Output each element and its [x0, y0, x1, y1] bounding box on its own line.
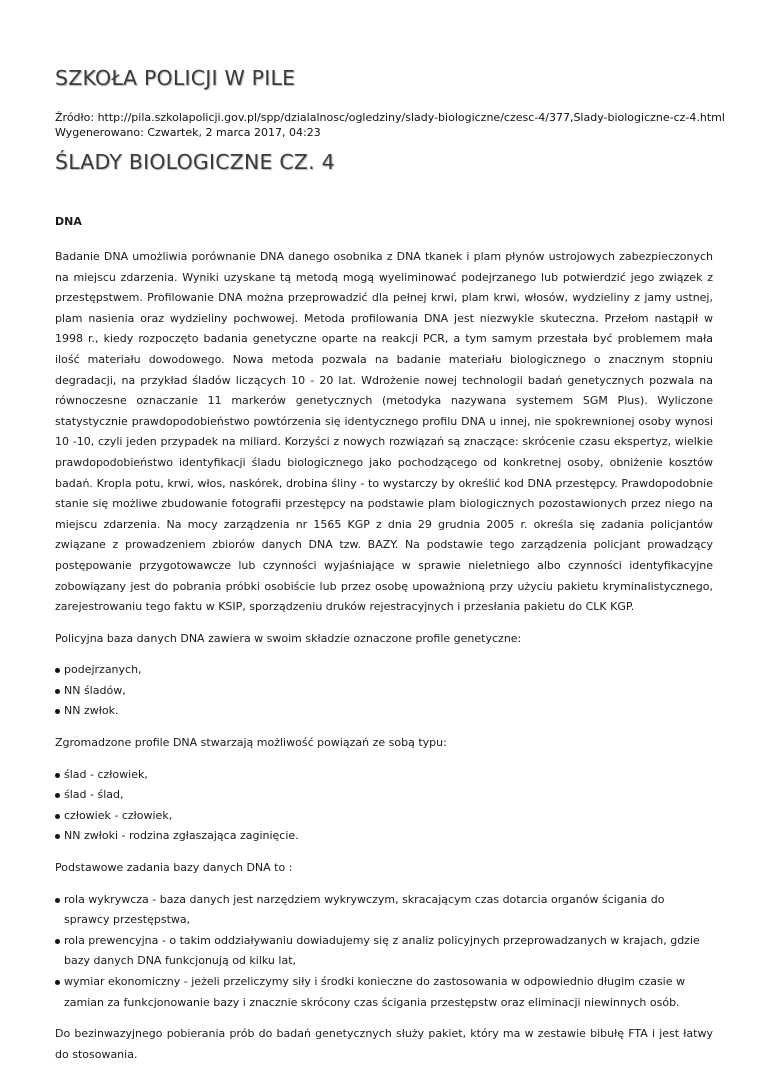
- profiles-list: [55, 660, 713, 722]
- bullet-icon: [55, 689, 60, 694]
- list-item: [55, 660, 713, 681]
- list-item-text: ślad - człowiek,: [64, 767, 148, 781]
- bullet-icon: [55, 709, 60, 714]
- generated-line: Wygenerowano: Czwartek, 2 marca 2017, 04:23: [55, 126, 321, 139]
- article-title: ŚLADY BIOLOGICZNE CZ. 4: [55, 150, 335, 174]
- intro-paragraph: Badanie DNA umożliwia porównanie DNA danego osobnika z DNA tkanek i plam płynów ustrojowych zabezpieczonych na miejscu zdarzenia. Wyniki uzyskane tą metodą mogą wyeliminować podejrzanego lub potwierdzić jego związek z przestępstwem. Profilowanie DNA można przeprowadzić dla pełnej krwi, plam krwi, włosów, wydzieliny z jamy ustnej, plam nasienia oraz wydzieliny pochwowej. Metoda profilowania DNA jest niezwykle skuteczna. Przełom nastąpił w 1998 r., kiedy rozpoczęto badania genetyczne oparte na reakcji PCR, a tym samym przestała być problemem mała ilość materiału dowodowego. Nowa metoda pozwala na badanie materiału biologicznego o znacznym stopniu degradacji, na przykład śladów liczących 10 - 20 lat. Wdrożenie nowej technologii badań genetycznych pozwala na równoczesne oznaczanie 11 markerów genetycznych (metodyka nazywana systemem SGM Plus). Wyliczone statystycznie prawdopodobieństwo powtórzenia się identycznego profilu DNA u innej, nie spokrewnionej osoby wynosi 10 -10, czyli jeden przypadek na miliard. Korzyści z nowych rozwiązań są znaczące: skrócenie czasu ekspertyz, wielkie prawdopodobieństwo identyfikacji śladu biologicznego jako pochodzącego od konkretnej osoby, obniżenie kosztów badań. Kropla potu, krwi, włos, naskórek, drobina śliny - to wystarczy by określić kod DNA przestępcy. Prawdopodobnie stanie się możliwe zbudowanie fotografii przestępcy na podstawie plam biologicznych pozostawionych przez niego na miejscu zdarzenia. Na mocy zarządzenia nr 1565 KGP z dnia 29 grudnia 2005 r. określa się zadania policjantów związane z prowadzeniem zbiorów danych DNA tzw. BAZY. Na podstawie tego zarządzenia policjant prowadzący postępowanie przygotowawcze lub czynności wyjaśniające w sprawie nieletniego albo czynności identyfikacyjne zobowiązany jest do pobrania próbki osobiście lub przez osobę upoważnioną przy użyciu pakietu kryminalistycznego, zarejestrowaniu tego faktu w KSIP, sporządzeniu druków rejestracyjnych i przesłania pakietu do CLK KGP.: [55, 250, 713, 614]
- bullet-icon: [55, 939, 60, 944]
- bullet-icon: [55, 793, 60, 798]
- bullet-icon: [55, 814, 60, 819]
- list-item-text: wymiar ekonomiczny - jeżeli przeliczymy siły i środki konieczne do zastosowania w odpowiednio długim czasie w zamian za funkcjonowanie bazy i znacznie skrócony czas ścigania przestępstw oraz eliminacji niewinnych osób.: [64, 975, 685, 1009]
- bullet-icon: [55, 980, 60, 985]
- list-item-text: podejrzanych,: [64, 663, 142, 677]
- bullet-icon: [55, 773, 60, 778]
- list-item: [55, 806, 713, 827]
- list-item: [55, 890, 713, 931]
- tasks-intro: Podstawowe zadania bazy danych DNA to :: [55, 861, 293, 875]
- closing-paragraph: Do bezinwazyjnego pobierania prób do badań genetycznych służy pakiet, który ma w zestawie bibułę FTA i jest łatwy do stosowania.: [55, 1027, 713, 1061]
- document-meta: [55, 110, 725, 140]
- list-item: [55, 765, 713, 786]
- profiles-intro: Policyjna baza danych DNA zawiera w swoim składzie oznaczone profile genetyczne:: [55, 631, 522, 645]
- site-title: SZKOŁA POLICJI W PILE: [55, 66, 296, 90]
- links-intro: Zgromadzone profile DNA stwarzają możliwość powiązań ze sobą typu:: [55, 736, 447, 750]
- section-heading: DNA: [55, 215, 82, 228]
- bullet-icon: [55, 898, 60, 903]
- list-item-text: człowiek - człowiek,: [64, 808, 173, 822]
- list-item: [55, 701, 713, 722]
- list-item: [55, 826, 713, 847]
- list-item: [55, 681, 713, 702]
- article-body: [55, 214, 713, 1076]
- list-item-text: rola prewencyjna - o takim oddziaływaniu dowiadujemy się z analiz policyjnych przeprowadzanych w krajach, gdzie bazy danych DNA funkcjonują od kilku lat,: [64, 933, 700, 968]
- tasks-list: [55, 890, 713, 1014]
- list-item: [55, 972, 713, 1013]
- links-list: [55, 765, 713, 847]
- list-item: [55, 931, 713, 972]
- list-item-text: NN zwłok.: [64, 704, 119, 718]
- source-line: Źródło: http://pila.szkolapolicji.gov.pl/spp/dzialalnosc/ogledziny/slady-biologiczne/czesc-4/377,Slady-biologiczne-cz-4.html: [55, 111, 725, 124]
- list-item-text: NN zwłoki - rodzina zgłaszająca zaginięcie.: [64, 829, 299, 843]
- list-item-text: rola wykrywcza - baza danych jest narzędziem wykrywczym, skracającym czas dotarcia organów ścigania do sprawcy przestępstwa,: [64, 892, 665, 927]
- list-item: [55, 785, 713, 806]
- list-item-text: ślad - ślad,: [64, 788, 124, 802]
- list-item-text: NN śladów,: [64, 683, 126, 697]
- bullet-icon: [55, 668, 60, 673]
- bullet-icon: [55, 834, 60, 839]
